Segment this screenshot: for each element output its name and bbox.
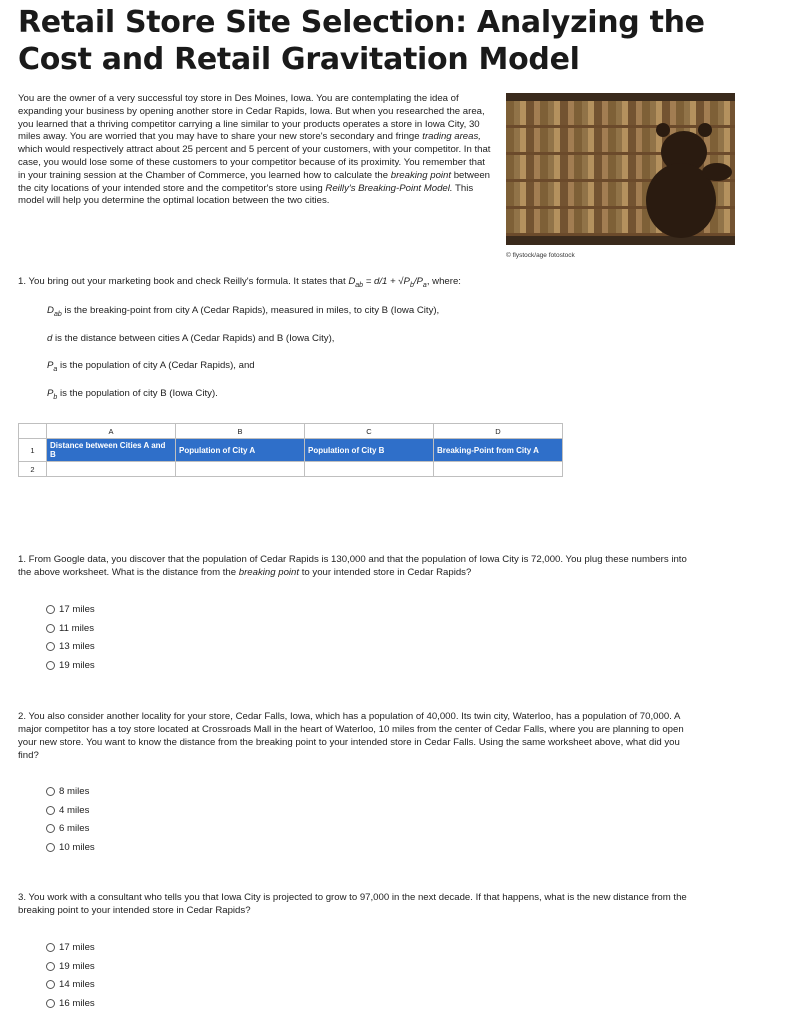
question-1-option[interactable]: 19 miles [46, 656, 95, 675]
photo-credit: © flystock/age fotostock [506, 252, 575, 259]
question-2-options [46, 782, 95, 857]
radio-icon[interactable] [46, 787, 55, 796]
radio-icon[interactable] [46, 661, 55, 670]
question-2-option[interactable]: 10 miles [46, 838, 95, 857]
intro-text-3: between the city locations of your intended store and the competitor's store using [18, 169, 490, 194]
row-number-2: 2 [19, 462, 47, 477]
input-cell-c2[interactable] [305, 462, 434, 477]
question-1-text: 1. From Google data, you discover that the population of Cedar Rapids is 130,000 and that the population of Iowa City is 72,000. You plug these numbers into the above worksheet. What is the distance from the breaking point to your intended store in Cedar Rapids? [18, 554, 687, 578]
question-2-option[interactable]: 6 miles [46, 819, 95, 838]
row-number-1: 1 [19, 439, 47, 462]
question-3-option[interactable]: 17 miles [46, 938, 95, 957]
formula-statement [18, 276, 461, 289]
toy-store-photo [506, 93, 735, 245]
input-cell-b2[interactable] [176, 462, 305, 477]
question-1-option[interactable]: 17 miles [46, 600, 95, 619]
column-header-a: A [47, 424, 176, 439]
question-3-options [46, 938, 95, 1013]
page-title: Retail Store Site Selection: Analyzing the Cost and Retail Gravitation Model [18, 5, 705, 77]
intro-trading-areas: trading areas, [422, 131, 481, 143]
header-cell-distance: Distance between Cities A and B [47, 439, 176, 462]
radio-icon[interactable] [46, 962, 55, 971]
column-header-d: D [434, 424, 563, 439]
radio-icon[interactable] [46, 605, 55, 614]
header-cell-breaking-point: Breaking-Point from City A [434, 439, 563, 462]
radio-icon[interactable] [46, 843, 55, 852]
intro-text-2: which would respectively attract about 25 percent and 5 percent of your customers, with your competitor. In that case, you would lose some of these customers to your competitor because of its proximity. You remember that in your training session at the Chamber of Commerce, you learned how to calculate the [18, 144, 491, 181]
definition-d: d is the distance between cities A (Cedar Rapids) and B (Iowa City), [47, 333, 335, 344]
question-1-option[interactable]: 13 miles [46, 637, 95, 656]
radio-icon[interactable] [46, 806, 55, 815]
radio-icon[interactable] [46, 999, 55, 1008]
question-3-option[interactable]: 14 miles [46, 975, 95, 994]
radio-icon[interactable] [46, 624, 55, 633]
question-3-option[interactable]: 19 miles [46, 957, 95, 976]
definition-pb: $P_b$ is the population of city B (Iowa City). [47, 388, 218, 401]
question-1-option[interactable]: 11 miles [46, 619, 95, 638]
radio-icon[interactable] [46, 824, 55, 833]
intro-text-1: You are the owner of a very successful toy store in Des Moines, Iowa. You are contemplating the idea of expanding your business by opening another store in Cedar Rapids, Iowa. But when you researched the area, you learned that a thriving competitor carrying a line similar to your products operates a store in Iowa City, 30 miles away. You are worried that you may have to share your new store's secondary and fringe [18, 93, 485, 143]
question-2-option[interactable]: 8 miles [46, 782, 95, 801]
column-header-c: C [305, 424, 434, 439]
column-header-b: B [176, 424, 305, 439]
question-2-text: 2. You also consider another locality for your store, Cedar Falls, Iowa, which has a population of 40,000. Its twin city, Waterloo, has a population of 70,000. A major competitor has a toy store located at Crossroads Mall in the heart of Waterloo, 10 miles from the center of Cedar Falls, where you are planning to open your new store. You want to know the distance from the breaking point to your intended store in Cedar Falls. Using the same worksheet above, what did you find? [18, 711, 684, 761]
formula-tail: , where: [426, 276, 461, 287]
intro-paragraph [18, 93, 493, 208]
header-cell-population-a: Population of City A [176, 439, 305, 462]
question-3-option[interactable]: 16 miles [46, 994, 95, 1013]
header-cell-population-b: Population of City B [305, 439, 434, 462]
definition-pa: $P_a$ is the population of city A (Cedar Rapids), and [47, 360, 255, 373]
intro-model-name: Reilly's Breaking-Point Model. [325, 182, 453, 194]
formula-expression: $D_{ab} = d/1 + √P_b/P_a$ [348, 276, 427, 289]
input-cell-d2[interactable] [434, 462, 563, 477]
question-1-options [46, 600, 95, 675]
definition-dab: $D_{ab}$ is the breaking-point from city A (Cedar Rapids), measured in miles, to city B (Iowa City), [47, 305, 440, 318]
radio-icon[interactable] [46, 943, 55, 952]
corner-cell [19, 424, 47, 439]
worksheet [18, 423, 563, 477]
intro-text-4: This model will help you determine the optimal location between the two cities. [18, 182, 474, 207]
question-2-option[interactable]: 4 miles [46, 801, 95, 820]
formula-lead: 1. You bring out your marketing book and check Reilly's formula. It states that [18, 276, 349, 287]
intro-breaking-point: breaking point [390, 169, 452, 181]
question-3-text: 3. You work with a consultant who tells you that Iowa City is projected to grow to 97,000 in the next decade. If that happens, what is the new distance from the breaking point to your intended store in Cedar Rapids? [18, 892, 687, 916]
radio-icon[interactable] [46, 980, 55, 989]
radio-icon[interactable] [46, 642, 55, 651]
input-cell-a2[interactable] [47, 462, 176, 477]
